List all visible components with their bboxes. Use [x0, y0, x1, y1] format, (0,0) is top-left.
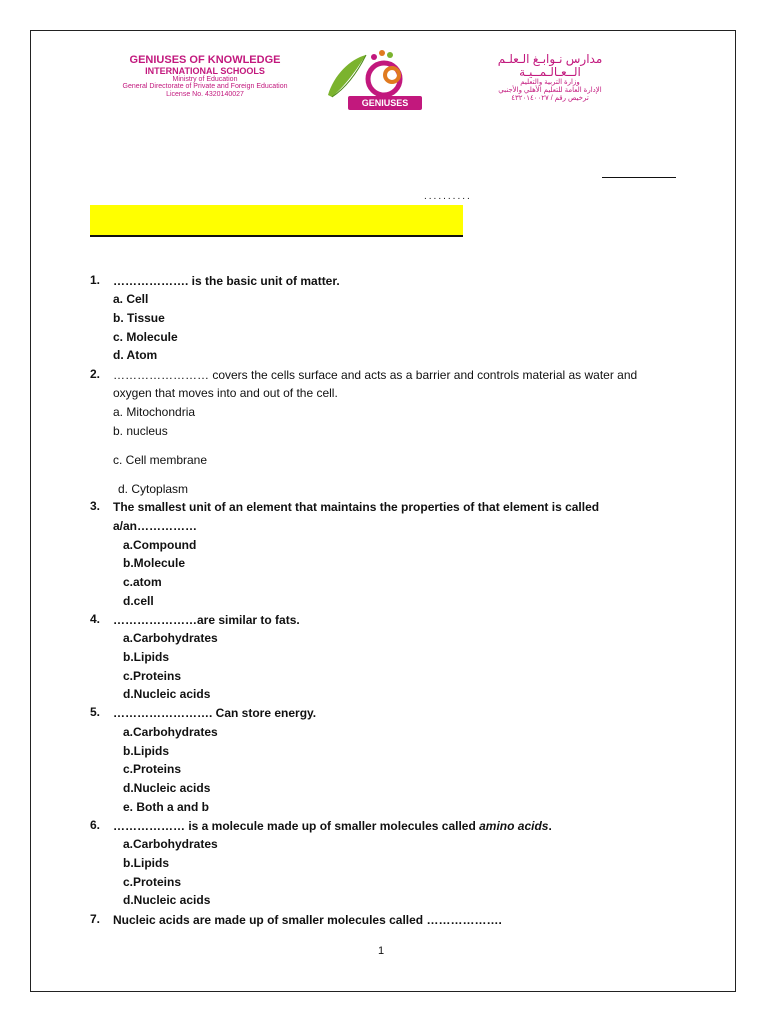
page-number: 1 — [378, 945, 385, 957]
ministry-en: Ministry of Education — [172, 75, 238, 83]
school-name-en-2: INTERNATIONAL SCHOOLS — [145, 65, 265, 76]
title-underline — [90, 235, 463, 237]
option: c. Cell membrane — [113, 453, 208, 467]
school-name-ar: مدارس نـوابـغ الـعلـم — [497, 52, 603, 66]
option: b.Lipids — [123, 744, 169, 758]
question-text: Nucleic acids are made up of smaller molecules called ………………. — [113, 913, 502, 927]
highlighted-title-area — [90, 205, 463, 235]
option: b.Molecule — [123, 556, 186, 570]
question-text: ……………………. Can store energy. — [113, 706, 317, 720]
question-text-end: . — [548, 819, 552, 833]
header-arabic — [470, 53, 630, 102]
question-number: 4. — [90, 612, 101, 626]
dotted-blank: .......... — [424, 191, 472, 202]
question-number: 7. — [90, 912, 101, 926]
option: d. Atom — [113, 348, 158, 362]
header-english — [110, 55, 300, 98]
option: c. Molecule — [113, 330, 178, 344]
directorate-ar: الإدارة العامة للتعليم الأهلي والأجنبي — [498, 87, 602, 95]
question-text: …………………are similar to fats. — [113, 613, 300, 627]
school-name-en: GENIUSES OF KNOWLEDGE — [129, 54, 281, 66]
ministry-ar: وزارة التربية والتعليم — [520, 79, 580, 87]
option: a.Carbohydrates — [123, 631, 218, 645]
option: d.Nucleic acids — [123, 781, 211, 795]
license-ar: ترخيص رقم / ٤٣٢٠١٤٠٠٢٧ — [511, 94, 589, 102]
question-text: …………………… covers the cells surface and acts as a barrier and controls material as water and — [113, 368, 638, 382]
question-text-part: ……………… is a molecule made up of smaller molecules called — [113, 819, 480, 833]
question-number: 5. — [90, 705, 101, 719]
option: b.Lipids — [123, 856, 169, 870]
option: a.Carbohydrates — [123, 837, 218, 851]
option: a.Compound — [123, 538, 197, 552]
question-number: 1. — [90, 273, 101, 287]
logo-label: GENIUSES — [348, 96, 422, 110]
option: d.Nucleic acids — [123, 687, 211, 701]
option: a. Mitochondria — [113, 405, 196, 419]
option: a. Cell — [113, 292, 149, 306]
name-line — [602, 177, 676, 178]
option: b. Tissue — [113, 311, 165, 325]
option: b. nucleus — [113, 424, 168, 438]
option: d.cell — [123, 594, 154, 608]
question-text: The smallest unit of an element that maintains the properties of that element is called — [113, 500, 600, 514]
option: d. Cytoplasm — [118, 482, 189, 496]
option: c.Proteins — [123, 669, 182, 683]
question-number: 3. — [90, 499, 101, 513]
question-text — [113, 818, 552, 834]
option: b.Lipids — [123, 650, 169, 664]
question-number: 2. — [90, 367, 101, 381]
option: c.Proteins — [123, 762, 182, 776]
option: e. Both a and b — [123, 800, 210, 814]
directorate-en: General Directorate of Private and Foreign Education — [122, 83, 288, 91]
school-name-ar-2: الــعـالـمــيـة — [519, 65, 581, 80]
question-text: ………………. is the basic unit of matter. — [113, 274, 340, 288]
question-number: 6. — [90, 818, 101, 832]
question-text-cont: a/an…………… — [113, 519, 198, 533]
option: d.Nucleic acids — [123, 893, 211, 907]
option: a.Carbohydrates — [123, 725, 218, 739]
question-text-cont: oxygen that moves into and out of the cell. — [113, 386, 338, 400]
question-text-italic: amino acids — [479, 819, 549, 833]
license-en: License No. 4320140027 — [166, 90, 244, 98]
option: c.atom — [123, 575, 162, 589]
option: c.Proteins — [123, 875, 182, 889]
